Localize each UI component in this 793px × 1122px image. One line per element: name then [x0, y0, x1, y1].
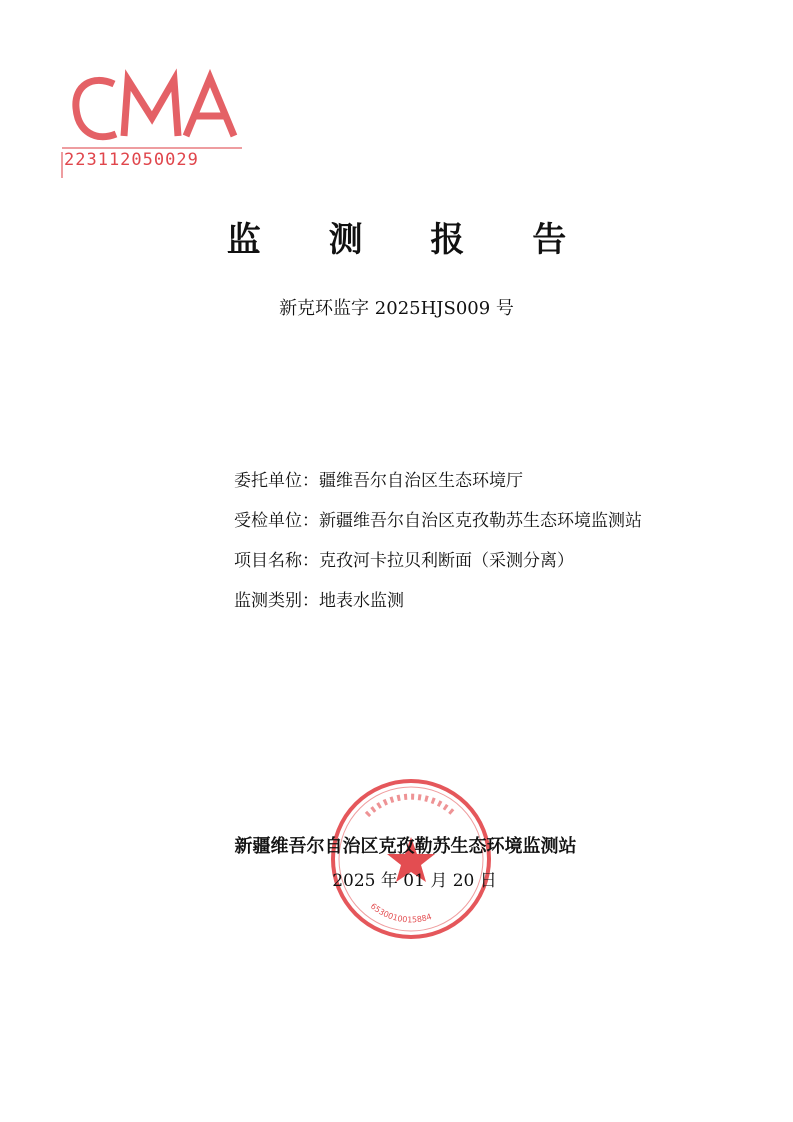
info-row-client: [234, 470, 642, 492]
report-info-block: [234, 470, 642, 630]
info-value: 新疆维吾尔自治区克孜勒苏生态环境监测站: [319, 511, 642, 531]
info-row-monitoring-type: [234, 590, 642, 612]
info-row-project-name: [234, 550, 642, 572]
info-label: 监测类别：: [234, 591, 319, 611]
info-value: 克孜河卡拉贝利断面（采测分离）: [319, 551, 574, 571]
report-title: 监 测 报 告: [226, 220, 595, 260]
info-label: 委托单位：: [234, 471, 319, 491]
issuing-organization: 新疆维吾尔自治区克孜勒苏生态环境监测站: [234, 836, 577, 857]
info-label: 项目名称：: [234, 551, 319, 571]
info-label: 受检单位：: [234, 511, 319, 531]
svg-text:6530010015884: [369, 902, 433, 925]
issue-date: 2025 年 01 月 20 日: [332, 871, 497, 891]
report-number: 新克环监字 2025HJS009 号: [279, 298, 514, 319]
official-seal: [327, 775, 495, 943]
cma-certificate-number: 223112050029: [64, 150, 199, 170]
info-value: 疆维吾尔自治区生态环境厅: [319, 471, 523, 491]
info-value: 地表水监测: [319, 591, 404, 611]
seal-code: 6530010015884: [368, 901, 433, 925]
info-row-inspected-unit: [234, 510, 642, 532]
